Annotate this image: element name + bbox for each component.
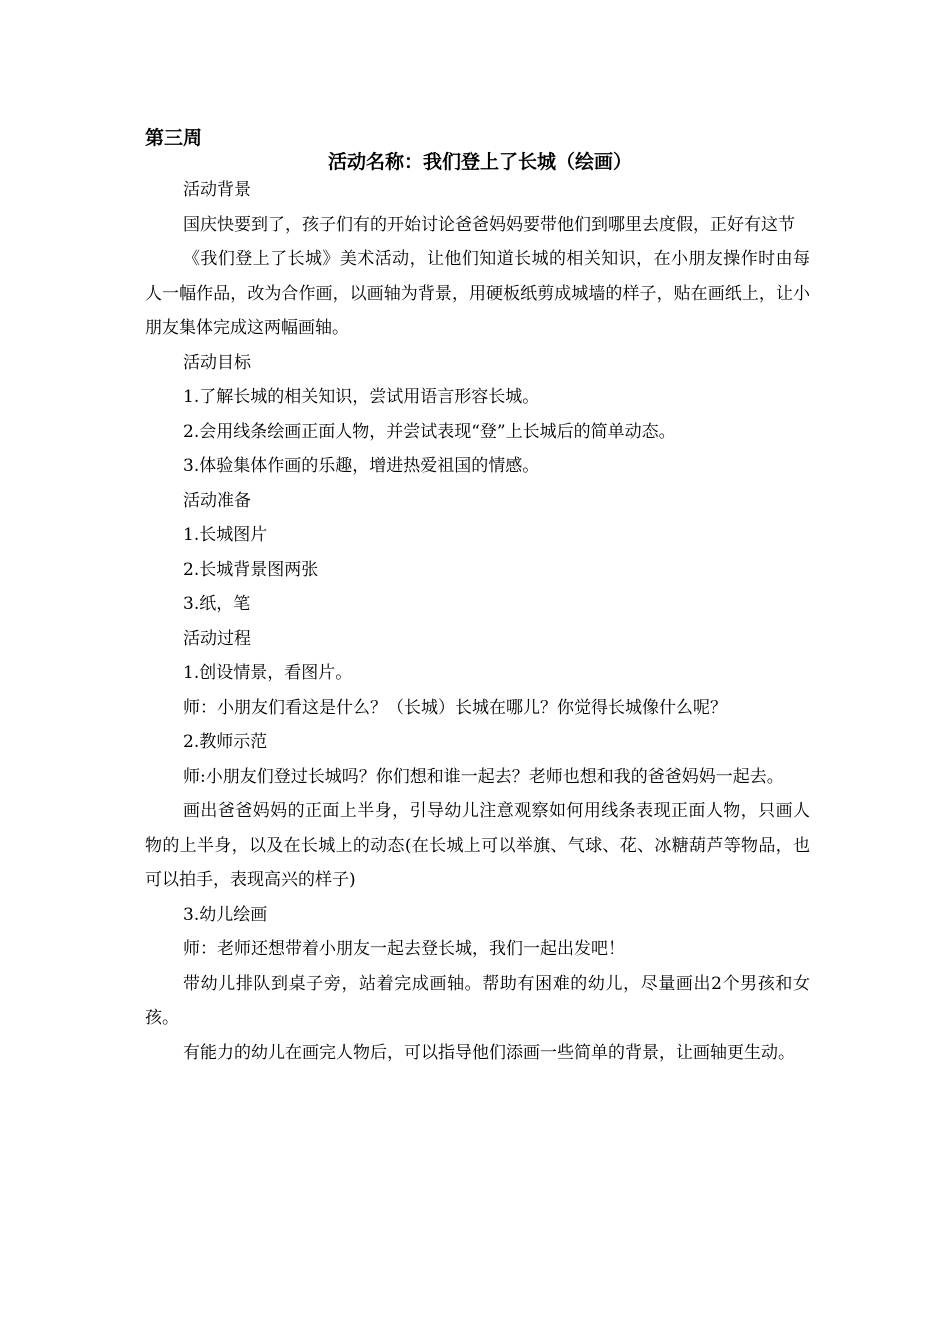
paragraph: 国庆快要到了，孩子们有的开始讨论爸爸妈妈要带他们到哪里去度假，正好有这节 [183,214,795,235]
list-item: 3.体验集体作画的乐趣，增进热爱祖国的情感。 [183,456,540,476]
section-heading-process: 活动过程 [183,628,251,649]
paragraph: 《我们登上了长城》美术活动，让他们知道长城的相关知识，在小朋友操作时由每人一幅作品，改为合作画，以画轴为背景，用硬板纸剪成城墙的样子，贴在画纸上，让小朋友集体完成这两幅画轴。 [145,249,810,338]
list-item: 2.教师示范 [183,732,268,752]
section-heading-preparation: 活动准备 [183,490,251,511]
list-item: 1.长城图片 [183,525,268,545]
paragraph: 带幼儿排队到桌子旁，站着完成画轴。帮助有困难的幼儿，尽量画出2个男孩和女孩。 [145,973,810,1028]
paragraph: 有能力的幼儿在画完人物后，可以指导他们添画一些简单的背景，让画轴更生动。 [183,1042,795,1063]
paragraph: 画出爸爸妈妈的正面上半身，引导幼儿注意观察如何用线条表现正面人物，只画人物的上半身，以及在长城上的动态(在长城上可以举旗、气球、花、冰糖葫芦等物品，也可以拍手，表现高兴的样子) [145,801,810,890]
list-item: 2.会用线条绘画正面人物，并尝试表现“登”上长城后的简单动态。 [183,421,676,442]
list-item: 3.纸，笔 [183,594,251,614]
list-item: 1.了解长城的相关知识，尝试用语言形容长城。 [183,387,540,407]
activity-title: 活动名称：我们登上了长城（绘画） [327,151,632,173]
paragraph: 师：老师还想带着小朋友一起去登长城，我们一起出发吧！ [183,939,625,959]
paragraph: 师：小朋友们看这是什么？（长城）长城在哪儿？你觉得长城像什么呢？ [183,697,727,718]
week-heading: 第三周 [145,127,203,149]
section-heading-background: 活动背景 [183,180,251,200]
list-item: 1.创设情景，看图片。 [183,663,353,683]
section-heading-goals: 活动目标 [183,352,251,373]
list-item: 2.长城背景图两张 [183,559,319,580]
paragraph: 师:小朋友们登过长城吗？你们想和谁一起去？老师也想和我的爸爸妈妈一起去。 [183,766,784,787]
list-item: 3.幼儿绘画 [183,904,268,925]
document-body [145,173,810,1070]
